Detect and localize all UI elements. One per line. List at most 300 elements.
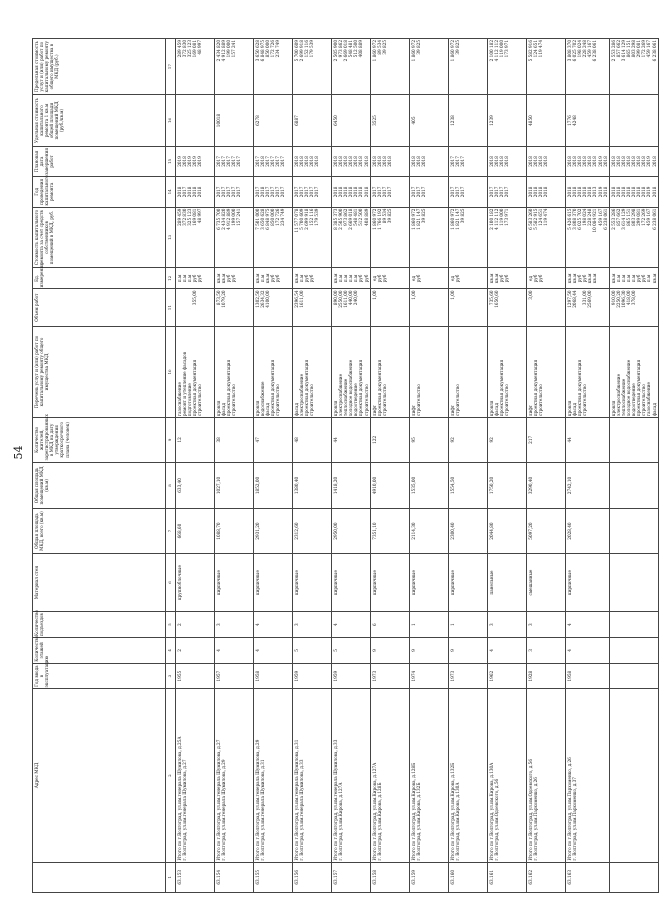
cell-line: 122 — [372, 435, 377, 444]
cell-vol — [293, 289, 332, 326]
cell-line: п.м — [177, 274, 182, 283]
header-cell-3: Год ввода в эксплуатацию — [33, 663, 166, 689]
cell-cost — [176, 207, 215, 268]
cell-line: 2 553 286 — [610, 40, 616, 62]
cell-spec — [332, 95, 371, 146]
cell-line: водоснабжение — [260, 381, 266, 417]
cell-line: 2550,00 — [338, 290, 344, 308]
cell-wall — [293, 553, 332, 611]
cell-line: электроснабжение — [299, 373, 305, 417]
cell-line: 4 — [255, 649, 260, 652]
cell-unit — [566, 268, 610, 289]
cell-line: 372 830 — [182, 208, 188, 226]
cell-line: кв.м — [265, 273, 271, 284]
cell-line: 63.155 — [255, 869, 260, 885]
cell-line: 857 662 — [615, 40, 621, 58]
cell-wall — [488, 553, 527, 611]
cell-line: 38 — [216, 437, 221, 443]
cell-line: 405 — [411, 116, 416, 125]
header-row — [33, 39, 166, 893]
cell-line: 2017 — [460, 186, 466, 198]
cell-line: фасад — [294, 402, 299, 417]
cell-line: 10 084 921 — [592, 208, 598, 233]
cell-unit — [449, 268, 488, 289]
cell-line — [611, 419, 616, 460]
cell-line: 63.162 — [528, 869, 533, 885]
cell-line: 3 614 129 — [620, 40, 626, 62]
cell-line: 2017 — [309, 186, 315, 198]
cell-floors — [293, 638, 332, 664]
cell-line: строительство — [641, 384, 647, 417]
cell-unit — [410, 268, 449, 289]
cell-people — [176, 418, 215, 462]
cell-line: 48 997 — [197, 208, 203, 224]
cell-line: 2018 — [187, 186, 193, 198]
cell-line — [611, 555, 616, 610]
cell-line: 1380,40 — [294, 476, 299, 495]
cell-line: 2018 — [528, 156, 533, 167]
cell-line: 4 — [216, 649, 221, 652]
cell-line: 1418,20 — [333, 476, 338, 495]
cell-line: 2018 — [631, 156, 637, 167]
cell-area — [293, 509, 332, 553]
cell-line: Итого по г.Волгоград, ул.им.генерала Шумилова, д.31 — [294, 739, 299, 861]
cell-line: 865 151 — [626, 40, 632, 58]
cell-wall — [566, 553, 610, 611]
cell-line: 1959 — [333, 670, 338, 682]
header-cell-8: Общая площадь помещений МКД (кв.м) — [33, 462, 166, 509]
cell-line: кирпичные — [216, 570, 221, 596]
cell-line: 512 500 — [358, 208, 364, 226]
cell-line: 3,00 — [528, 290, 533, 300]
cell-line: кв.м — [489, 273, 494, 284]
cell-line: 2017 — [226, 186, 232, 198]
cell-line: строительство — [455, 384, 461, 417]
cell-unit — [527, 268, 566, 289]
cell-people — [488, 418, 527, 462]
cell-line: строительство — [582, 384, 588, 417]
cell-line: 2019 — [597, 156, 603, 167]
repair-plan-table — [32, 38, 659, 893]
cell-line: 2017 — [421, 186, 427, 198]
cell-line: 2018 — [382, 156, 388, 167]
cell-unit — [371, 268, 410, 289]
cell-addr — [215, 689, 254, 862]
cell-line: 289 459 — [177, 40, 182, 58]
cell-works — [332, 326, 371, 417]
cell-line: 39 825 — [421, 208, 427, 224]
cell-floors — [254, 638, 293, 664]
cell-wall — [609, 553, 658, 611]
cell-line: п.м — [620, 274, 626, 283]
cell-year — [176, 663, 215, 689]
cell-line: кв.м — [294, 273, 299, 284]
cell-line: 973 862 — [343, 208, 349, 226]
cell-plan — [410, 146, 449, 176]
cell-limit — [371, 39, 410, 95]
cell-line: 2 — [177, 623, 182, 626]
cell-line: строительство — [197, 384, 203, 417]
cell-line: электроснабжение — [338, 373, 344, 417]
cell-line: проектная документация — [577, 359, 583, 417]
cell-line: кирпичные — [372, 570, 377, 596]
column-number-17: 17 — [166, 39, 176, 95]
cell-line: 289 459 — [177, 208, 182, 226]
cell-line: 1238 — [450, 115, 455, 126]
cell-line: 9 — [372, 649, 377, 652]
cell-parea — [215, 462, 254, 509]
cell-line: 440,00 — [348, 290, 354, 306]
cell-plan — [449, 146, 488, 176]
cell-line: 6 583 260 — [528, 208, 533, 230]
cell-people — [254, 418, 293, 462]
header-cell-14: Год проведения капитального ремонта — [33, 177, 166, 207]
cell-num — [176, 862, 215, 892]
cell-line: 6 735 700 — [216, 208, 221, 230]
cell-line: 1 860 972 — [450, 208, 455, 230]
cell-line: 2017 — [314, 186, 320, 198]
cell-line: 3 — [216, 623, 221, 626]
cell-line: 2018 — [567, 186, 572, 198]
cell-line: 6 — [372, 623, 377, 626]
header-cell-5: Количество подъездов — [33, 612, 166, 638]
cell-line: 2018 — [533, 186, 539, 198]
cell-cost — [410, 207, 449, 268]
cell-line: ед — [450, 275, 455, 281]
cell-line: 8 385 373 — [333, 208, 338, 230]
cell-area — [254, 509, 293, 553]
cell-line: 865 151 — [626, 208, 632, 226]
cell-year — [609, 663, 658, 689]
cell-floors — [332, 638, 371, 664]
cell-line: руб — [304, 274, 310, 283]
cell-line: 199 000 — [226, 40, 232, 58]
cell-line: ед — [528, 275, 533, 281]
cell-line — [611, 665, 616, 688]
cell-parea — [566, 462, 610, 509]
cell-line: 240,00 — [353, 290, 359, 306]
cell-addr — [609, 689, 658, 862]
cell-parea — [449, 462, 488, 509]
cell-people — [449, 418, 488, 462]
cell-parea — [254, 462, 293, 509]
cell-line: 89 534 — [382, 208, 388, 224]
cell-line: 6 848 975 — [260, 40, 266, 62]
column-number-6: 6 — [166, 553, 176, 611]
cell-line: фасад — [494, 402, 500, 417]
cell-line: 2068,44 — [572, 290, 578, 308]
cell-line: 2018 — [582, 156, 588, 167]
cell-line: строительство — [504, 384, 510, 417]
cell-line: кирпичные — [294, 570, 299, 596]
cell-line: 7 501 000 — [255, 208, 260, 230]
cell-line: панельные — [489, 570, 494, 595]
cell-line: 2114,30 — [411, 522, 416, 540]
cell-line: 39 825 — [387, 208, 393, 224]
cell-line — [611, 864, 616, 891]
cell-line: 2018 — [504, 156, 510, 167]
cell-works — [609, 326, 658, 417]
cell-addr — [527, 689, 566, 862]
cell-line: п.м — [646, 274, 652, 283]
cell-line: 355,00 — [192, 290, 198, 306]
cell-line: 2018 — [299, 156, 305, 167]
cell-line: 2019 — [187, 156, 193, 167]
cell-line: 39 825 — [382, 40, 388, 55]
cell-wall — [215, 553, 254, 611]
cell-line: 9 — [450, 649, 455, 652]
column-number-3: 3 — [166, 663, 176, 689]
header-cell-2: Адрес МКД — [33, 689, 166, 862]
cell-area — [215, 509, 254, 553]
cell-year — [449, 663, 488, 689]
cell-line: 3 — [489, 623, 494, 626]
cell-line: электроснабжение — [615, 373, 621, 417]
cell-line: 2017 — [499, 186, 505, 198]
cell-line: 63.156 — [294, 869, 299, 885]
cell-line: кровля — [610, 400, 616, 417]
cell-line: 2017 — [411, 186, 416, 198]
cell-line: 12 — [177, 437, 182, 443]
cell-line: 2018 — [587, 186, 593, 198]
table-row — [527, 39, 566, 893]
cell-line: 228 248 — [582, 40, 588, 58]
cell-line: кв.м — [216, 273, 221, 284]
cell-line: кирпичные — [450, 570, 455, 596]
cell-line — [611, 464, 616, 508]
cell-line: 299 081 — [636, 40, 642, 58]
table-row — [293, 39, 332, 893]
cell-line: 973 862 — [338, 40, 344, 58]
cell-line: 2018 — [343, 186, 349, 198]
cell-yr — [176, 177, 215, 207]
cell-cost — [488, 207, 527, 268]
cell-line: 2018 — [620, 156, 626, 167]
cell-people — [215, 418, 254, 462]
cell-line: 3 650 628 — [255, 40, 260, 62]
cell-line: 1297,50 — [567, 290, 572, 308]
cell-line: руб — [192, 274, 198, 283]
cell-num — [254, 862, 293, 892]
cell-line: 4850 — [528, 115, 533, 126]
table-row — [176, 39, 215, 893]
cell-line: 2017 — [236, 186, 242, 198]
cell-line: 63.157 — [333, 869, 338, 885]
cell-cost — [254, 207, 293, 268]
cell-line: 1096,30 — [620, 290, 626, 308]
cell-line: 4100,00 — [265, 290, 271, 308]
cell-line: 1088,70 — [216, 522, 221, 540]
cell-line: 4 112 112 — [494, 208, 500, 230]
cell-line: 63.153 — [177, 869, 182, 885]
cell-line: 2018 — [494, 156, 500, 167]
cell-yr — [332, 177, 371, 207]
cell-line: 1852,00 — [255, 476, 260, 495]
cell-line: 2 505 900 — [338, 208, 344, 230]
cell-line: 44 — [567, 437, 572, 443]
cell-cost — [332, 207, 371, 268]
cell-line: фасад — [265, 402, 271, 417]
cell-vol — [527, 289, 566, 326]
cell-line: 2018 — [567, 156, 572, 167]
cell-line: 1958 — [255, 670, 260, 682]
cell-line: 803 298 — [631, 40, 637, 58]
cell-line: 2018 — [615, 186, 621, 198]
cell-line: 2 669 018 — [348, 208, 354, 230]
cell-line: 2017 — [382, 186, 388, 198]
cell-line: 1,00 — [450, 290, 455, 300]
cell-line: 3 — [294, 623, 299, 626]
cell-vol — [488, 289, 527, 326]
cell-line: 2018 — [489, 156, 494, 167]
cell-line: 1958 — [567, 670, 572, 682]
cell-spec — [371, 95, 410, 146]
cell-line: п.м — [260, 274, 266, 283]
cell-line: 3 — [528, 649, 533, 652]
cell-line — [611, 613, 616, 636]
cell-line: 2017 — [387, 186, 393, 198]
cell-parea — [488, 462, 527, 509]
column-number-2: 2 — [166, 689, 176, 862]
cell-line: 2017 — [265, 186, 271, 198]
cell-line: 372 830 — [182, 40, 188, 58]
cell-line: 199 000 — [231, 208, 237, 226]
cell-line: 2017 — [275, 186, 281, 198]
cell-line: 1027,10 — [216, 476, 221, 495]
cell-line: руб — [533, 274, 539, 283]
cell-line: 1611,00 — [299, 290, 305, 308]
cell-line: руб — [358, 274, 364, 283]
cell-line — [611, 510, 616, 551]
cell-line: 1962 — [489, 670, 494, 682]
cell-line: 2018 — [499, 156, 505, 167]
cell-limit — [254, 39, 293, 95]
cell-yr — [488, 177, 527, 207]
cell-line: 48 — [294, 437, 299, 443]
header-cell-13: Стоимость капитального ремонта за счет средств собственников помещений в МКД, руб. — [33, 207, 166, 268]
cell-line: 2017 — [270, 156, 276, 167]
cell-line: 2017 — [372, 186, 377, 198]
cell-unit — [215, 268, 254, 289]
cell-area — [332, 509, 371, 553]
cell-line: руб — [455, 274, 461, 283]
cell-spec — [488, 95, 527, 146]
cell-line: 179 539 — [309, 40, 315, 58]
cell-line: 7351,10 — [372, 522, 377, 540]
cell-line: 4248 — [572, 115, 578, 126]
cell-line: 1 821 147 — [416, 208, 422, 230]
cell-unit — [332, 268, 371, 289]
cell-floors — [566, 638, 610, 664]
cell-line: г. Волгоград, ул.им.Кирова, д.128Б — [377, 782, 383, 861]
header-cell-15: Плановая дата завершения работ — [33, 146, 166, 176]
cell-line: 92 — [489, 437, 494, 443]
cell-line: 2017 — [275, 156, 281, 167]
cell-year — [371, 663, 410, 689]
cell-cost — [609, 207, 658, 268]
cell-area — [527, 509, 566, 553]
cell-line: 63.154 — [216, 869, 221, 885]
column-number-15: 15 — [166, 146, 176, 176]
cell-addr — [293, 689, 332, 862]
cell-year — [293, 663, 332, 689]
cell-line: руб — [270, 274, 276, 283]
cell-line: 6 025 702 — [577, 208, 583, 230]
cell-line: кв.м — [255, 273, 260, 284]
cell-line: 169 081 — [192, 208, 198, 226]
cell-line: кровля — [567, 400, 572, 417]
cell-plan — [254, 146, 293, 176]
cell-unit — [254, 268, 293, 289]
cell-entr — [488, 612, 527, 638]
cell-line: 1 860 972 — [411, 40, 416, 62]
cell-wall — [176, 553, 215, 611]
cell-floors — [410, 638, 449, 664]
cell-line: 2018 — [626, 186, 632, 198]
cell-line: 2018 — [358, 156, 364, 167]
cell-limit — [488, 39, 527, 95]
cell-entr — [527, 612, 566, 638]
cell-line: 2017 — [216, 186, 221, 198]
cell-line: г. Волгоград, ул.им.генерала Шумилова, д.33 — [299, 759, 305, 861]
cell-area — [410, 509, 449, 553]
cell-line: 2018 — [333, 156, 338, 167]
cell-line: Итого по г.Волгоград, ул.им.генерала Шумилова, д.33 — [333, 739, 338, 861]
cell-yr — [410, 177, 449, 207]
cell-line: 5097,20 — [528, 522, 533, 540]
cell-line: 2018 — [636, 186, 642, 198]
cell-spec — [215, 95, 254, 146]
cell-line: кровля — [255, 400, 260, 417]
cell-line: 6 238 061 — [651, 40, 657, 62]
cell-line: 9 — [411, 649, 416, 652]
cell-line: холодное водоснабжение — [626, 359, 632, 417]
cell-line: 2931,20 — [255, 522, 260, 540]
cell-cost — [371, 207, 410, 268]
cell-line: кровля — [333, 400, 338, 417]
cell-line: 2 699 918 — [304, 208, 310, 230]
cell-line — [611, 690, 616, 860]
cell-line: Итого по г.Волгоград, ул.им.Кирова, д.128Б — [411, 762, 416, 861]
cell-line: руб — [382, 274, 388, 283]
cell-line: 6 238 061 — [651, 208, 657, 230]
column-number-14: 14 — [166, 177, 176, 207]
cell-line: 44 — [333, 437, 338, 443]
cell-line — [611, 639, 616, 662]
cell-cost — [566, 207, 610, 268]
cell-works — [293, 326, 332, 417]
cell-line: 173 971 — [504, 40, 510, 58]
cell-line: п.м — [187, 274, 193, 283]
cell-yr — [254, 177, 293, 207]
cell-addr — [371, 689, 410, 862]
column-number-1: 1 — [166, 862, 176, 892]
cell-line: 2018 — [572, 186, 578, 198]
cell-line: 2017 — [226, 156, 232, 167]
cell-line: кирпичные — [567, 570, 572, 596]
cell-line: руб — [377, 274, 383, 283]
cell-num — [527, 862, 566, 892]
table-body — [176, 39, 659, 893]
cell-people — [332, 418, 371, 462]
cell-line: строительство — [363, 384, 369, 417]
cell-line: кв.м — [651, 273, 657, 284]
header-cell-9: Количество жителей, зарегистрированных в МКД на дату утверждения краткосрочного плана (человек) — [33, 418, 166, 462]
cell-entr — [332, 612, 371, 638]
header-cell-6: Материал стен — [33, 553, 166, 611]
cell-line: 39 825 — [416, 40, 422, 55]
cell-line: кв.м — [333, 273, 338, 284]
